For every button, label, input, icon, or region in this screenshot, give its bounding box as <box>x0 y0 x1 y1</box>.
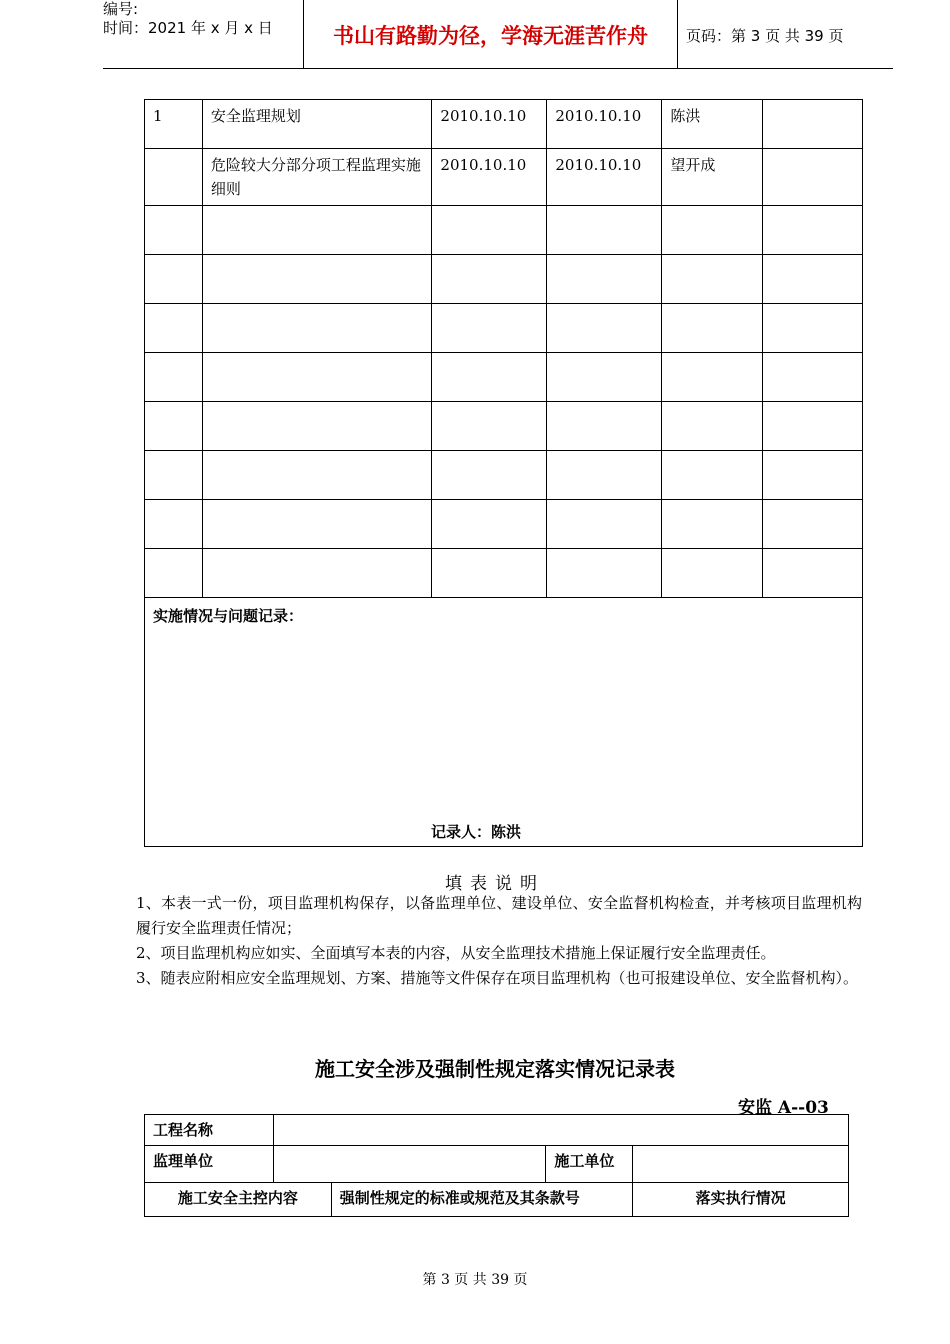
table-cell[interactable] <box>763 353 863 402</box>
project-name-field[interactable] <box>273 1115 848 1146</box>
contractor-field[interactable] <box>633 1146 849 1183</box>
supervisor-label: 监理单位 <box>145 1146 274 1183</box>
table-cell[interactable] <box>202 500 432 549</box>
col-header: 强制性规定的标准或规范及其条款号 <box>331 1183 633 1217</box>
table-cell[interactable] <box>547 206 662 255</box>
table-cell[interactable]: 2010.10.10 <box>432 100 547 149</box>
recorder-label: 记录人：陈洪 <box>431 823 522 841</box>
table-row <box>145 500 863 549</box>
contractor-label: 施工单位 <box>546 1146 633 1183</box>
table-row <box>145 353 863 402</box>
instruction-item: 1、本表一式一份，项目监理机构保存，以备监理单位、建设单位、安全监督机构检查，并考核项目监理机构履行安全监理责任情况； <box>136 894 862 937</box>
page-header <box>103 0 893 69</box>
table-cell[interactable]: 2010.10.10 <box>432 149 547 206</box>
supervisor-field[interactable] <box>273 1146 546 1183</box>
table-cell[interactable] <box>662 304 763 353</box>
table-cell[interactable] <box>547 304 662 353</box>
table-cell[interactable] <box>547 353 662 402</box>
header-motto: 书山有路勤为径，学海无涯苦作舟 <box>333 24 648 48</box>
col-header: 落实执行情况 <box>633 1183 849 1217</box>
table-cell[interactable] <box>662 451 763 500</box>
project-name-label: 工程名称 <box>145 1115 274 1146</box>
table-cell[interactable] <box>547 500 662 549</box>
notes-row <box>145 598 863 847</box>
table-cell[interactable] <box>432 304 547 353</box>
table-cell[interactable] <box>763 149 863 206</box>
table-cell[interactable] <box>145 402 203 451</box>
table-cell[interactable] <box>432 402 547 451</box>
table-cell[interactable] <box>763 451 863 500</box>
table-row <box>145 549 863 598</box>
table-cell[interactable] <box>145 353 203 402</box>
table-cell[interactable]: 陈洪 <box>662 100 763 149</box>
col-header: 施工安全主控内容 <box>145 1183 332 1217</box>
table-cell[interactable] <box>547 255 662 304</box>
table-row <box>145 149 863 206</box>
table-row <box>145 100 863 149</box>
table-row <box>145 255 863 304</box>
table-cell[interactable] <box>432 353 547 402</box>
table-cell[interactable] <box>145 149 203 206</box>
table-cell[interactable] <box>662 402 763 451</box>
table-cell[interactable]: 2010.10.10 <box>547 100 662 149</box>
table-cell[interactable] <box>145 451 203 500</box>
form2-code: 安监 A--03 <box>738 1098 829 1118</box>
table-cell[interactable] <box>432 451 547 500</box>
table-cell[interactable] <box>145 255 203 304</box>
table-cell[interactable] <box>202 304 432 353</box>
table-cell[interactable] <box>763 100 863 149</box>
table-cell[interactable]: 2010.10.10 <box>547 149 662 206</box>
table-cell[interactable] <box>202 451 432 500</box>
table-cell[interactable]: 望开成 <box>662 149 763 206</box>
table-cell[interactable] <box>662 353 763 402</box>
time-label: 时间：2021 年 x 月 x 日 <box>103 19 273 37</box>
table-cell[interactable] <box>432 549 547 598</box>
table-cell[interactable] <box>547 451 662 500</box>
table-cell[interactable] <box>662 500 763 549</box>
table-cell[interactable] <box>145 549 203 598</box>
table-cell[interactable] <box>202 353 432 402</box>
table-cell[interactable] <box>763 255 863 304</box>
notes-cell[interactable] <box>145 598 863 847</box>
table-cell[interactable] <box>547 549 662 598</box>
table-cell[interactable] <box>763 304 863 353</box>
plan-table <box>144 99 863 847</box>
table-cell[interactable] <box>145 500 203 549</box>
table-cell[interactable] <box>763 500 863 549</box>
table-cell[interactable] <box>432 255 547 304</box>
table-cell[interactable] <box>202 402 432 451</box>
table-cell[interactable] <box>763 206 863 255</box>
table-cell[interactable] <box>662 206 763 255</box>
header-page-info: 页码：第 3 页 共 39 页 <box>686 27 844 45</box>
table-cell[interactable] <box>763 402 863 451</box>
serial-label: 编号: <box>103 0 139 18</box>
table-row <box>145 206 863 255</box>
table-cell[interactable] <box>202 549 432 598</box>
table-cell[interactable]: 危险较大分部分项工程监理实施细则 <box>202 149 432 206</box>
form2-table <box>144 1114 849 1217</box>
table-cell[interactable] <box>763 549 863 598</box>
table-row <box>145 402 863 451</box>
notes-label: 实施情况与问题记录： <box>153 607 304 625</box>
instruction-item: 3、随表应附相应安全监理规划、方案、措施等文件保存在项目监理机构（也可报建设单位、安全监督机构）。 <box>136 969 859 987</box>
table-row <box>145 304 863 353</box>
instruction-item: 2、项目监理机构应如实、全面填写本表的内容，从安全监理技术措施上保证履行安全监理责任。 <box>136 944 776 962</box>
header-divider <box>677 0 678 68</box>
header-meta <box>103 0 303 68</box>
table-cell[interactable] <box>432 206 547 255</box>
table-cell[interactable] <box>547 402 662 451</box>
table-cell[interactable]: 安全监理规划 <box>202 100 432 149</box>
page-footer: 第 3 页 共 39 页 <box>422 1272 528 1288</box>
table-cell[interactable] <box>662 549 763 598</box>
instructions-title: 填表说明 <box>445 874 545 894</box>
form2-title: 施工安全涉及强制性规定落实情况记录表 <box>315 1057 675 1081</box>
table-cell[interactable] <box>145 304 203 353</box>
table-cell[interactable] <box>145 206 203 255</box>
table-cell[interactable] <box>662 255 763 304</box>
table-row <box>145 451 863 500</box>
table-cell[interactable]: 1 <box>145 100 203 149</box>
table-cell[interactable] <box>202 206 432 255</box>
table-cell[interactable] <box>202 255 432 304</box>
table-cell[interactable] <box>432 500 547 549</box>
